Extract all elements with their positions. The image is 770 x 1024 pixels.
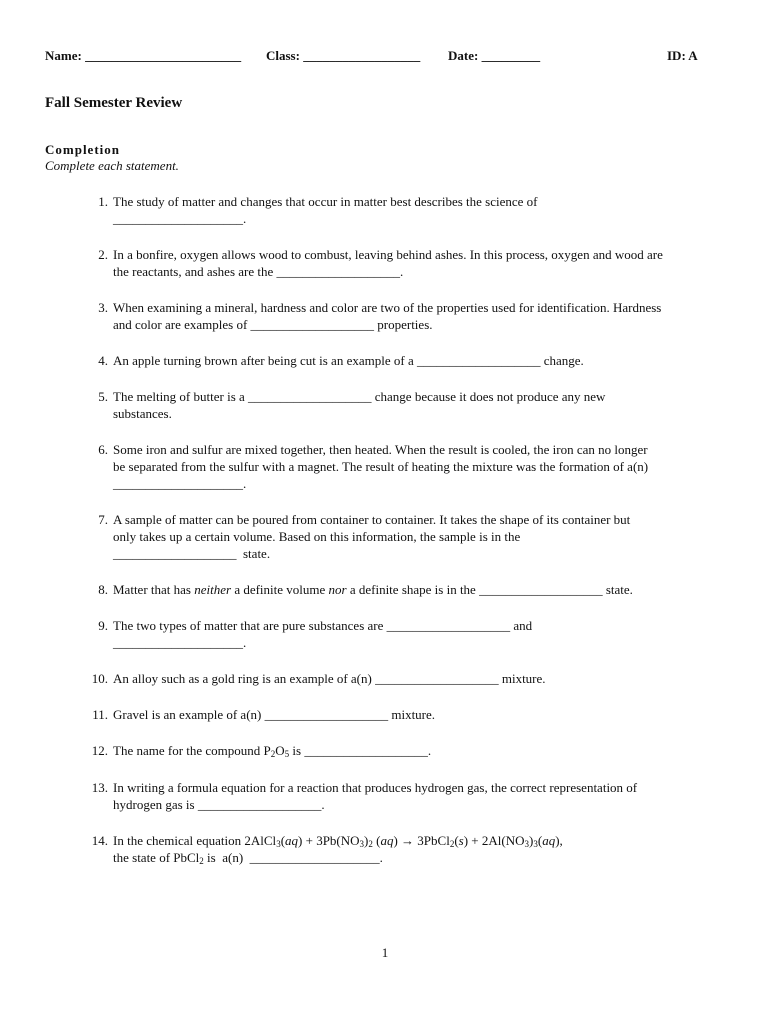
- question-line-with-blank[interactable]: the reactants, and ashes are the ___________________.: [113, 264, 404, 279]
- question-number: 4.: [98, 353, 108, 368]
- text-run: a definite volume: [231, 582, 329, 597]
- name-field[interactable]: [45, 48, 241, 64]
- question-number: 2.: [98, 247, 108, 262]
- question-number: 13.: [91, 780, 108, 795]
- question-line: A sample of matter can be poured from container to container. It takes the shape of its container but: [113, 512, 631, 527]
- question-number: 7.: [98, 512, 108, 527]
- question-text: [113, 352, 725, 369]
- question-number: 11.: [92, 707, 108, 722]
- text-run: ): [364, 833, 369, 848]
- text-run: O: [275, 743, 285, 758]
- text-run: the state of PbCl: [113, 850, 200, 865]
- question-number: 1.: [98, 194, 108, 209]
- question-line-with-blank[interactable]: An alloy such as a gold ring is an example of a(n) ___________________ mixture.: [113, 671, 546, 686]
- text-run: ) → 3PbCl: [393, 833, 450, 848]
- subscript: 2: [449, 839, 455, 849]
- text-run: a definite shape is in the ___________________ state.: [346, 582, 633, 597]
- italic-run: nor: [328, 582, 347, 597]
- subscript: 3: [359, 839, 365, 849]
- question-text: [113, 299, 725, 333]
- subscript: 2: [270, 749, 276, 759]
- name-blank[interactable]: ________________________: [85, 48, 242, 63]
- question-text: [113, 511, 725, 562]
- question-line: be separated from the sulfur with a magnet. The result of heating the mixture was the formation of a(n): [113, 459, 649, 474]
- question-number: 8.: [98, 582, 108, 597]
- question-line-with-blank[interactable]: [113, 581, 725, 598]
- text-run: (: [454, 833, 459, 848]
- question-line-with-blank[interactable]: The two types of matter that are pure substances are ___________________ and: [113, 618, 533, 633]
- text-run: is a(n) ____________________.: [203, 850, 383, 865]
- subscript: 3: [524, 839, 529, 849]
- question-line-with-blank[interactable]: and color are examples of ___________________ properties.: [113, 317, 433, 332]
- question-text: [113, 670, 725, 687]
- text-run: (: [537, 833, 543, 848]
- italic-run: aq: [542, 833, 556, 848]
- chemical-equation-line: [113, 832, 725, 849]
- text-run: ): [529, 833, 534, 848]
- question-line: In writing a formula equation for a reaction that produces hydrogen gas, the correct representation of: [113, 780, 638, 795]
- page-title: Fall Semester Review: [45, 95, 183, 111]
- question-text: [113, 388, 725, 422]
- italic-run: aq: [285, 833, 299, 848]
- question-number: 5.: [98, 389, 108, 404]
- question-text: [113, 193, 725, 227]
- text-run: (: [280, 833, 286, 848]
- italic-run: aq: [380, 833, 394, 848]
- question-line: substances.: [113, 406, 172, 421]
- header-row: [45, 48, 705, 66]
- question-text: [113, 581, 725, 598]
- section-instructions: Complete each statement.: [45, 158, 179, 173]
- question-line-with-blank[interactable]: [113, 849, 725, 866]
- question-number: 9.: [98, 618, 108, 633]
- page-number: 1: [381, 945, 389, 960]
- question-number: 10.: [91, 671, 108, 686]
- subscript: 2: [368, 839, 373, 849]
- answer-blank[interactable]: ___________________ state.: [113, 546, 271, 561]
- class-blank[interactable]: __________________: [303, 48, 421, 63]
- italic-run: neither: [194, 582, 232, 597]
- question-line-with-blank[interactable]: Gravel is an example of a(n) ___________________ mixture.: [113, 707, 436, 722]
- question-line: In a bonfire, oxygen allows wood to combust, leaving behind ashes. In this process, oxygen and wood are: [113, 247, 663, 262]
- text-run: (: [372, 833, 381, 848]
- question-line-with-blank[interactable]: [113, 742, 725, 759]
- question-number: 14.: [91, 833, 108, 848]
- text-run: is ___________________.: [289, 743, 432, 758]
- section-heading: Completion: [45, 142, 120, 157]
- text-run: ),: [555, 833, 563, 848]
- answer-blank[interactable]: ____________________.: [113, 635, 247, 650]
- text-run: ) + 3Pb(NO: [298, 833, 360, 848]
- class-label: Class:: [266, 48, 300, 63]
- answer-blank[interactable]: ____________________.: [113, 476, 247, 491]
- question-number: 12.: [91, 743, 108, 758]
- question-text: [113, 617, 725, 651]
- question-text: [113, 706, 725, 723]
- date-blank[interactable]: _________: [481, 48, 541, 63]
- subscript: 3: [276, 839, 281, 849]
- question-text: [113, 832, 725, 866]
- question-line-with-blank[interactable]: An apple turning brown after being cut is an example of a ___________________ change.: [113, 353, 584, 368]
- subscript: 3: [533, 839, 538, 849]
- text-run: ) + 2Al(NO: [463, 833, 525, 848]
- question-line-with-blank[interactable]: hydrogen gas is ___________________.: [113, 797, 325, 812]
- answer-blank[interactable]: ____________________.: [113, 211, 247, 226]
- question-line: only takes up a certain volume. Based on this information, the sample is in the: [113, 529, 521, 544]
- italic-run: s: [458, 833, 464, 848]
- question-text: [113, 246, 725, 280]
- id-label: ID: A: [667, 48, 698, 63]
- question-number: 6.: [98, 442, 108, 457]
- text-run: The name for the compound P: [113, 743, 271, 758]
- name-label: Name:: [45, 48, 82, 63]
- date-label: Date:: [448, 48, 479, 63]
- question-line: Some iron and sulfur are mixed together, then heated. When the result is cooled, the iron can no longer: [113, 442, 648, 457]
- text-run: Matter that has: [113, 582, 195, 597]
- question-line: When examining a mineral, hardness and color are two of the properties used for identification. Hardness: [113, 300, 662, 315]
- text-run: In the chemical equation 2AlCl: [113, 833, 277, 848]
- question-text: [113, 441, 725, 492]
- question-text: [113, 779, 725, 813]
- question-line-with-blank[interactable]: The melting of butter is a ___________________ change because it does not produce any new: [113, 389, 606, 404]
- question-text: [113, 742, 725, 759]
- subscript: 2: [199, 856, 204, 866]
- date-field[interactable]: [448, 48, 540, 64]
- subscript: 5: [284, 749, 290, 759]
- question-line: The study of matter and changes that occur in matter best describes the science of: [113, 194, 538, 209]
- class-field[interactable]: [266, 48, 420, 64]
- question-number: 3.: [98, 300, 108, 315]
